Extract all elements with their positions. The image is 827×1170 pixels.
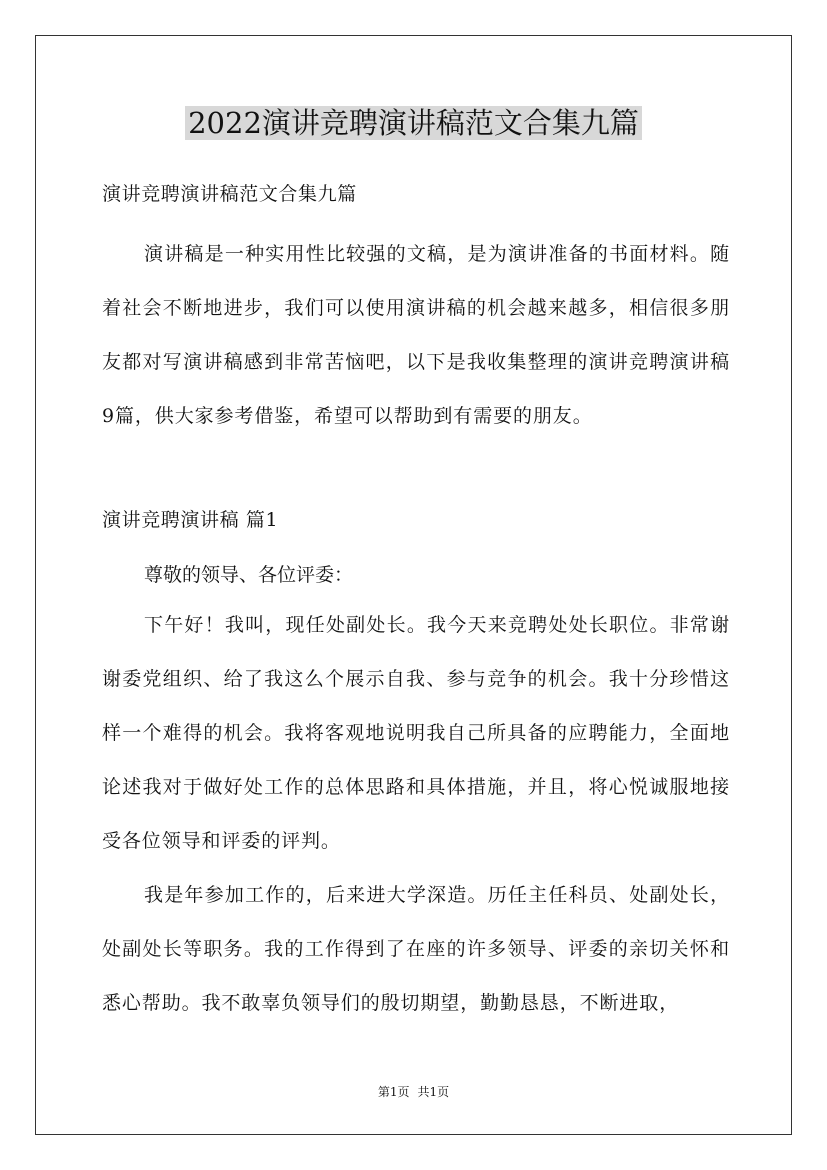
- page-number: 第1页: [377, 1085, 410, 1099]
- page-footer: [0, 1083, 827, 1101]
- body-paragraph-2: 我是年参加工作的，后来进大学深造。历任主任科员、处副处长，处副处长等职务。我的工作得到了在座的许多领导、评委的亲切关怀和悉心帮助。我不敢辜负领导们的殷切期望，勤勤恳恳，不断进取，: [102, 884, 730, 1014]
- document-title: [0, 101, 827, 145]
- section-heading: 演讲竞聘演讲稿 篇1: [102, 509, 279, 531]
- body-paragraph-1: 下午好！我叫，现任处副处长。我今天来竞聘处处长职位。非常谢谢委党组织、给了我这么个展示自我、参与竞争的机会。我十分珍惜这样一个难得的机会。我将客观地说明我自己所具备的应聘能力，全面地论述我对于做好处工作的总体思路和具体措施，并且，将心悦诚服地接受各位领导和评委的评判。: [102, 614, 730, 852]
- salutation: 尊敬的领导、各位评委：: [144, 564, 354, 586]
- document-subtitle: 演讲竞聘演讲稿范文合集九篇: [102, 183, 357, 205]
- document-title-text: 2022演讲竞聘演讲稿范文合集九篇: [185, 106, 642, 140]
- intro-paragraph: 演讲稿是一种实用性比较强的文稿，是为演讲准备的书面材料。随着社会不断地进步，我们可以使用演讲稿的机会越来越多，相信很多朋友都对写演讲稿感到非常苦恼吧，以下是我收集整理的演讲竞聘演讲稿9篇，供大家参考借鉴，希望可以帮助到有需要的朋友。: [102, 243, 730, 427]
- page-total: 共1页: [417, 1085, 450, 1099]
